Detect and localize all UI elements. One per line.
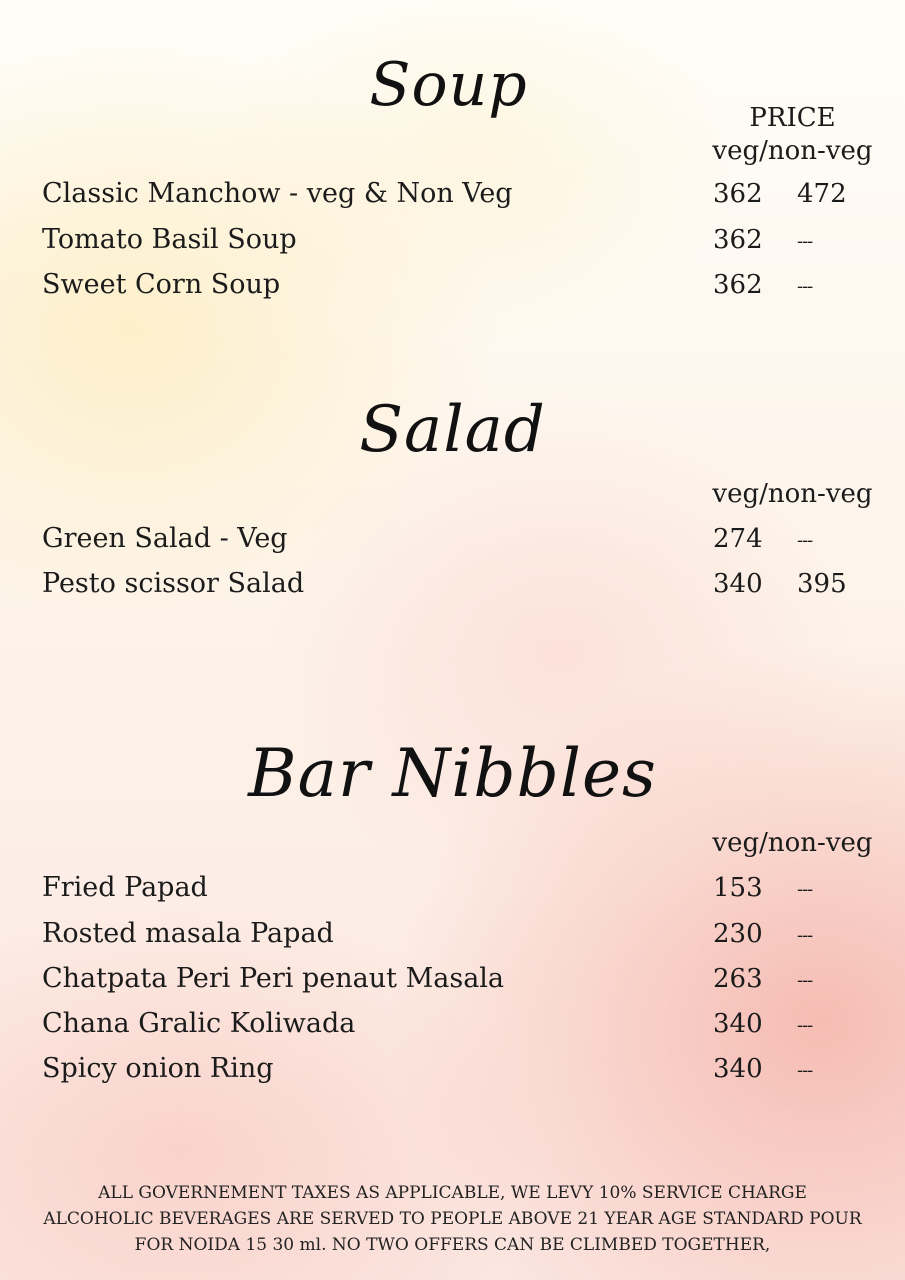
menu-item-name: Chana Gralic Koliwada — [42, 1008, 356, 1039]
veg-price: 340 — [713, 1009, 763, 1039]
footer-line: ALCOHOLIC BEVERAGES ARE SERVED TO PEOPLE ABOVE 21 YEAR AGE STANDARD POUR — [43, 1209, 862, 1229]
footer-line: FOR NOIDA 15 30 ml. NO TWO OFFERS CAN BE CLIMBED TOGETHER, — [134, 1235, 771, 1255]
nonveg-price: 472 — [797, 179, 847, 209]
veg-price: 263 — [713, 964, 763, 994]
bar-nibbles-price-header: veg/non-veg — [712, 828, 873, 858]
footer-line: ALL GOVERNEMENT TAXES AS APPLICABLE, WE LEVY 10% SERVICE CHARGE — [98, 1183, 807, 1203]
soup-price-header — [705, 102, 880, 168]
veg-price: 153 — [713, 873, 763, 903]
menu-item-name: Rosted masala Papad — [42, 918, 334, 949]
veg-price: 362 — [713, 225, 763, 255]
menu-item-name: Chatpata Peri Peri penaut Masala — [42, 963, 505, 994]
salad-heading: Salad — [359, 393, 546, 467]
nonveg-price: --- — [797, 970, 813, 991]
soup-heading: Soup — [369, 50, 528, 120]
nonveg-price: --- — [797, 925, 813, 946]
menu-item-name: Fried Papad — [42, 872, 208, 903]
nonveg-price: 395 — [797, 569, 847, 599]
nonveg-price: --- — [797, 530, 813, 551]
veg-price: 230 — [713, 919, 763, 949]
bar-nibbles-heading: Bar Nibbles — [248, 735, 657, 812]
veg-price: 340 — [713, 569, 763, 599]
veg-price: 274 — [713, 524, 763, 554]
nonveg-price: --- — [797, 231, 813, 252]
menu-item-name: Spicy onion Ring — [42, 1053, 274, 1084]
menu-item-name: Sweet Corn Soup — [42, 269, 281, 300]
menu-item-name: Classic Manchow - veg & Non Veg — [42, 178, 513, 209]
nonveg-price: --- — [797, 276, 813, 297]
nonveg-price: --- — [797, 1015, 813, 1036]
veg-nonveg-label: veg/non-veg — [712, 136, 873, 166]
menu-item-name: Green Salad - Veg — [42, 523, 288, 554]
veg-price: 362 — [713, 179, 763, 209]
menu-item-name: Tomato Basil Soup — [42, 224, 297, 255]
veg-price: 362 — [713, 270, 763, 300]
nonveg-price: --- — [797, 1060, 813, 1081]
veg-price: 340 — [713, 1054, 763, 1084]
price-label: PRICE — [749, 103, 836, 133]
nonveg-price: --- — [797, 879, 813, 900]
menu-item-name: Pesto scissor Salad — [42, 568, 305, 599]
salad-price-header: veg/non-veg — [712, 479, 873, 509]
footer-notice — [0, 1180, 905, 1258]
